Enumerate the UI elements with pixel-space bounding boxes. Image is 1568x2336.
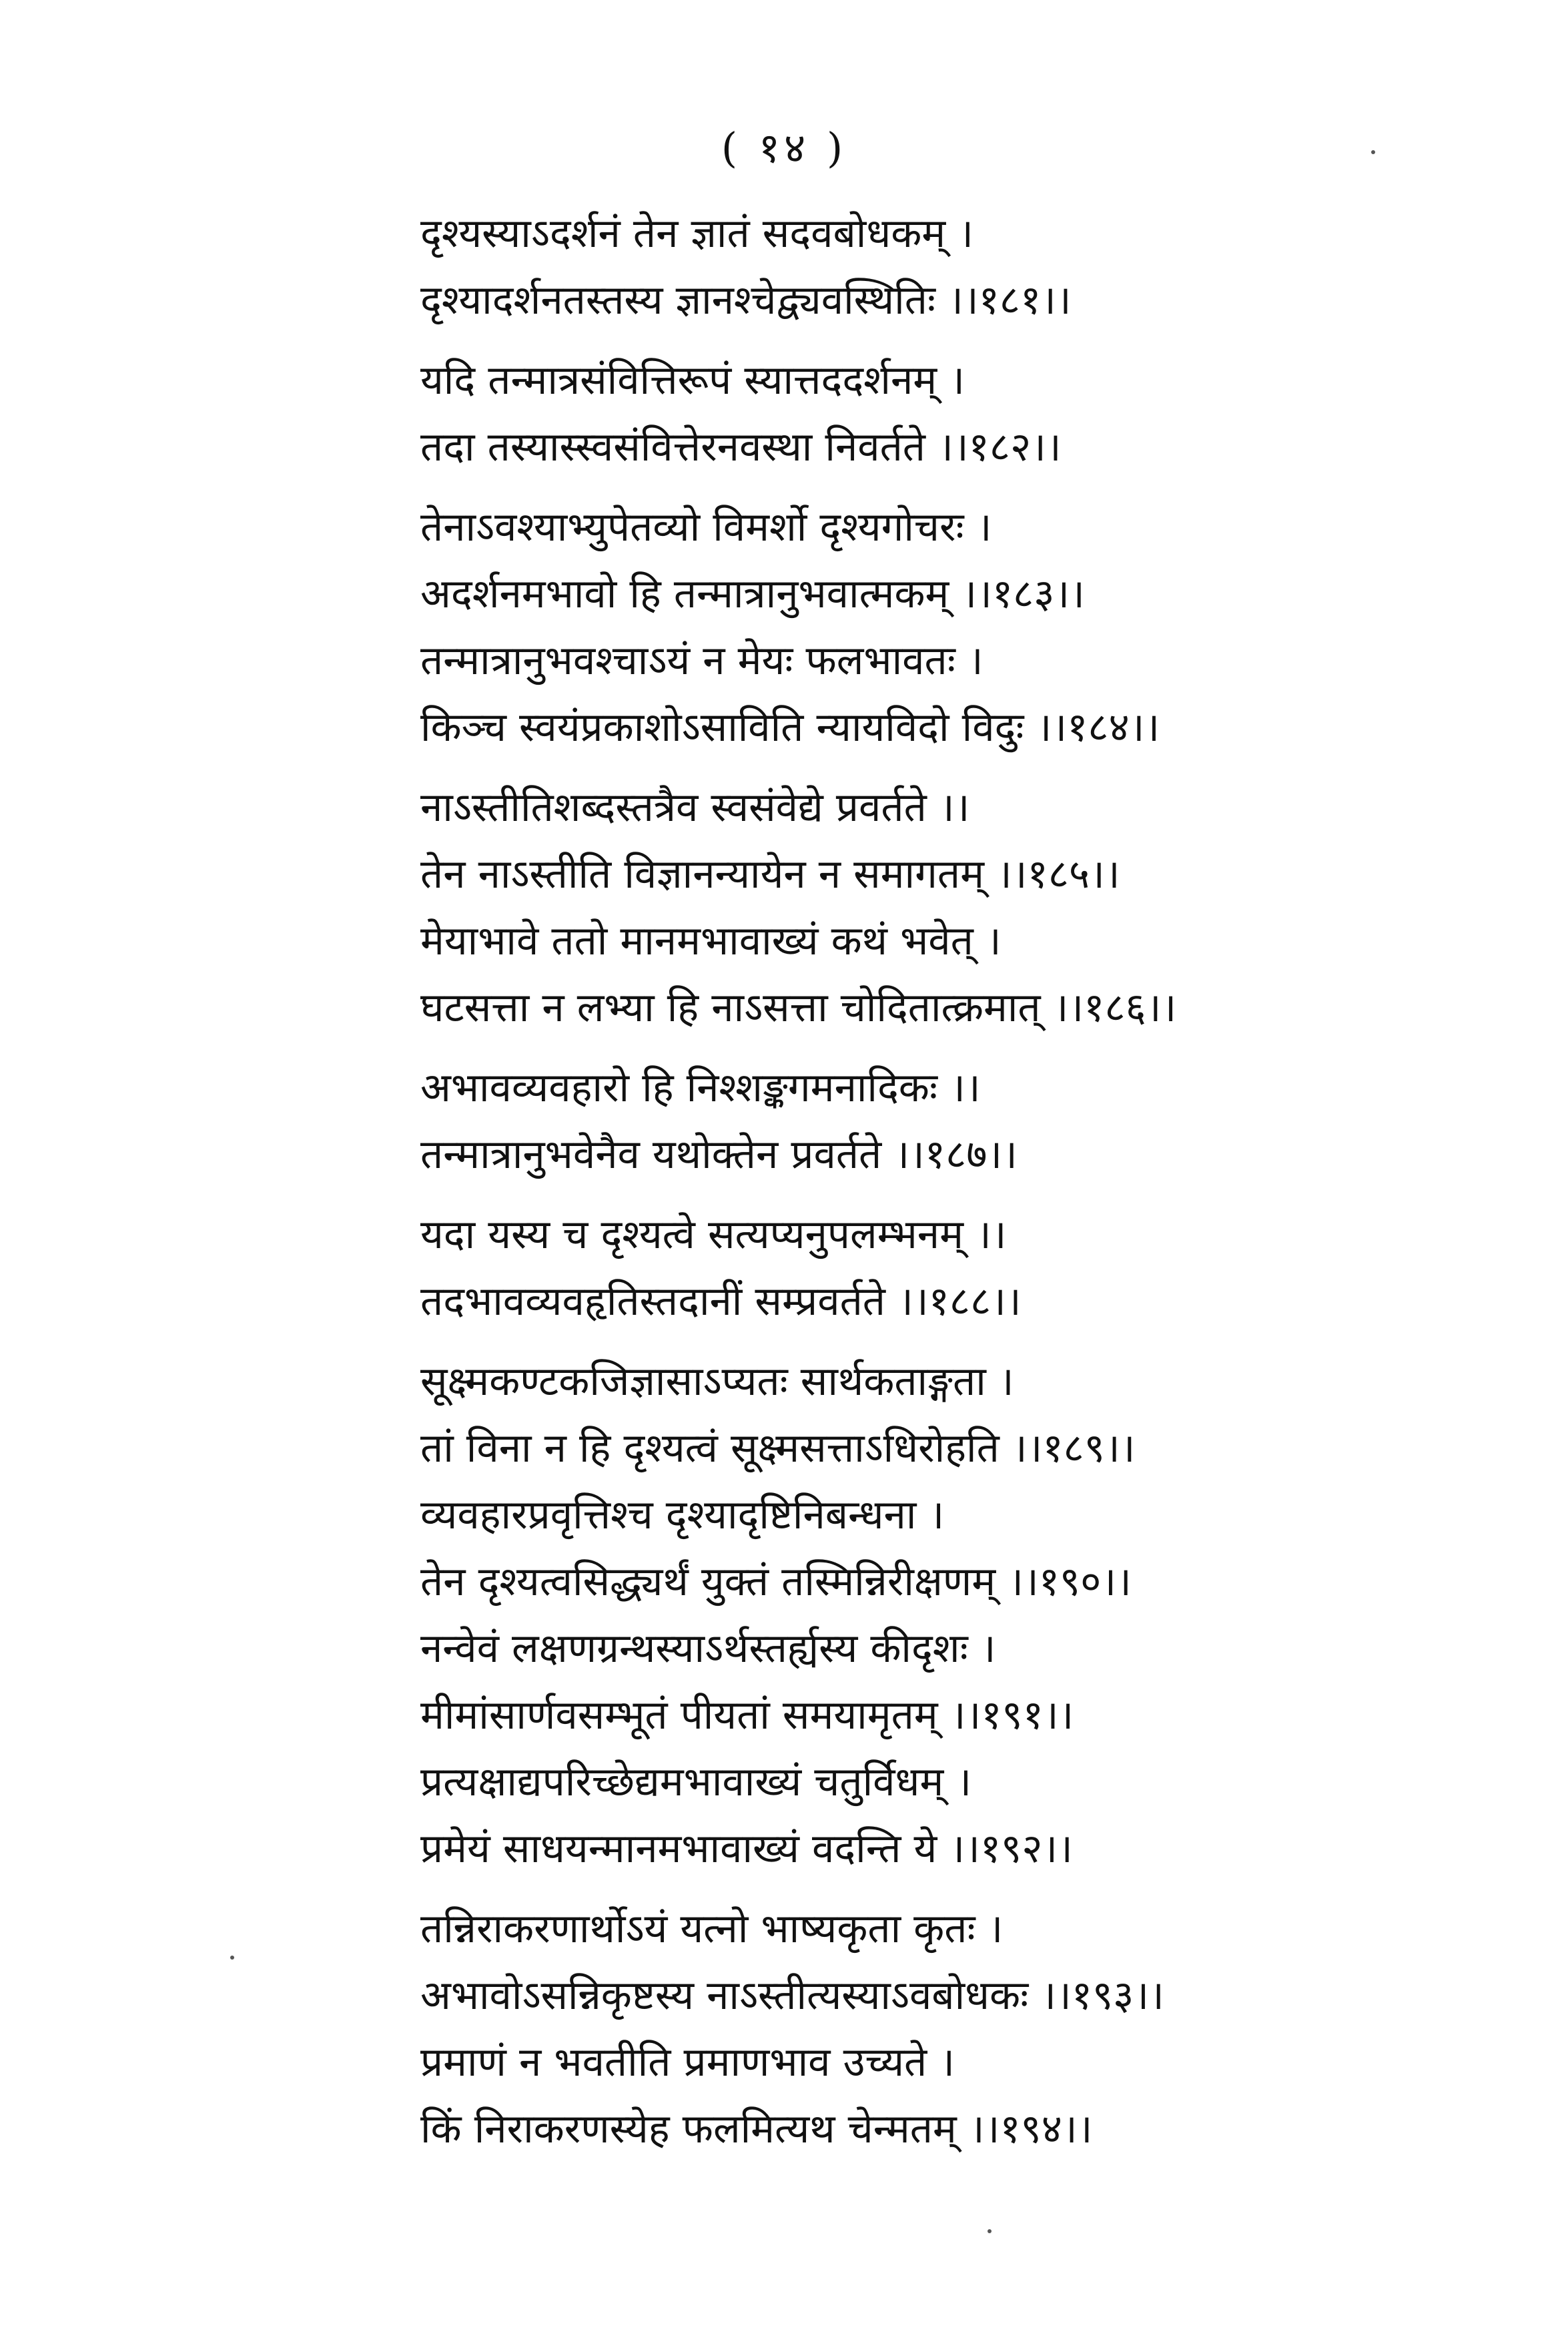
verse-line: तेन नाऽस्तीति विज्ञानन्यायेन न समागतम् ।।१८५।। [420,851,1120,898]
verse-line: तन्मात्रानुभवश्चाऽयं न मेयः फलभावतः । [420,637,984,684]
verse-line: मेयाभावे ततो मानमभावाख्यं कथं भवेत् । [420,918,1002,964]
verse-line: अदर्शनमभावो हि तन्मात्रानुभवात्मकम् ।।१८३।। [420,571,1085,617]
scan-speck [230,1956,234,1960]
verse-line: तेनाऽवश्याभ्युपेतव्यो विमर्शो दृश्यगोचरः । [420,504,992,551]
verse-line: नाऽस्तीतिशब्दस्तत्रैव स्वसंवेद्ये प्रवर्तते ।। [420,784,970,831]
verse-line: प्रमाणं न भवतीति प्रमाणभाव उच्यते । [420,2039,955,2086]
verse-line: नन्वेवं लक्षणग्रन्थस्याऽर्थस्तर्ह्यस्य कीदृशः । [420,1625,996,1672]
verse-line: अभावोऽसन्निकृष्टस्य नाऽस्तीत्यस्याऽवबोधकः ।।१९३।। [420,1972,1164,2019]
scan-speck [1371,150,1375,154]
verse-line: घटसत्ता न लभ्या हि नाऽसत्ता चोदितात्क्रमात् ।।१८६।। [420,984,1177,1031]
verse-line: व्यवहारप्रवृत्तिश्च दृश्यादृष्टिनिबन्धना । [420,1492,945,1538]
verse-line: तां विना न हि दृश्यत्वं सूक्ष्मसत्ताऽधिरोहति ।।१८९।। [420,1425,1136,1472]
verse-line: प्रमेयं साधयन्मानमभावाख्यं वदन्ति ये ।।१९२।। [420,1825,1073,1872]
verse-line: प्रत्यक्षाद्यपरिच्छेद्यमभावाख्यं चतुर्विधम् । [420,1759,972,1805]
page-number: ( १४ ) [721,123,847,172]
verse-block [420,200,1515,2162]
verse-line: तन्निराकरणार्थोऽयं यत्नो भाष्यकृता कृतः । [420,1906,1004,1952]
verse-line: तेन दृश्यत्वसिद्ध्यर्थं युक्तं तस्मिन्निरीक्षणम् ।।१९०।। [420,1558,1132,1605]
verse-line: यदि तन्मात्रसंवित्तिरूपं स्यात्तददर्शनम् । [420,357,965,404]
verse-line: तन्मात्रानुभवेनैव यथोक्तेन प्रवर्तते ।।१८७।। [420,1131,1018,1178]
verse-line: सूक्ष्मकण्टकजिज्ञासाऽप्यतः सार्थकताङ्गता । [420,1358,1014,1405]
verse-line: अभावव्यवहारो हि निश्शङ्कगमनादिकः ।। [420,1065,981,1111]
verse-line: तदा तस्यास्स्वसंवित्तेरनवस्था निवर्तते ।।१८२।। [420,424,1062,471]
scan-speck [988,2229,992,2233]
verse-line: दृश्यादर्शनतस्तस्य ज्ञानश्चेद्व्यवस्थितिः ।।१८१।। [420,277,1072,324]
verse-line: मीमांसार्णवसम्भूतं पीयतां समयामृतम् ।।१९१।। [420,1692,1074,1739]
verse-line: किञ्च स्वयंप्रकाशोऽसाविति न्यायविदो विदुः ।।१८४।। [420,704,1160,751]
verse-line: तदभावव्यवहृतिस्तदानीं सम्प्रवर्तते ।।१८८।। [420,1278,1022,1325]
verse-line: दृश्यस्याऽदर्शनं तेन ज्ञातं सदवबोधकम् । [420,210,973,257]
verse-line: यदा यस्य च दृश्यत्वे सत्यप्यनुपलम्भनम् ।। [420,1211,1007,1258]
verse-line: किं निराकरणस्येह फलमित्यथ चेन्मतम् ।।१९४।। [420,2106,1093,2152]
